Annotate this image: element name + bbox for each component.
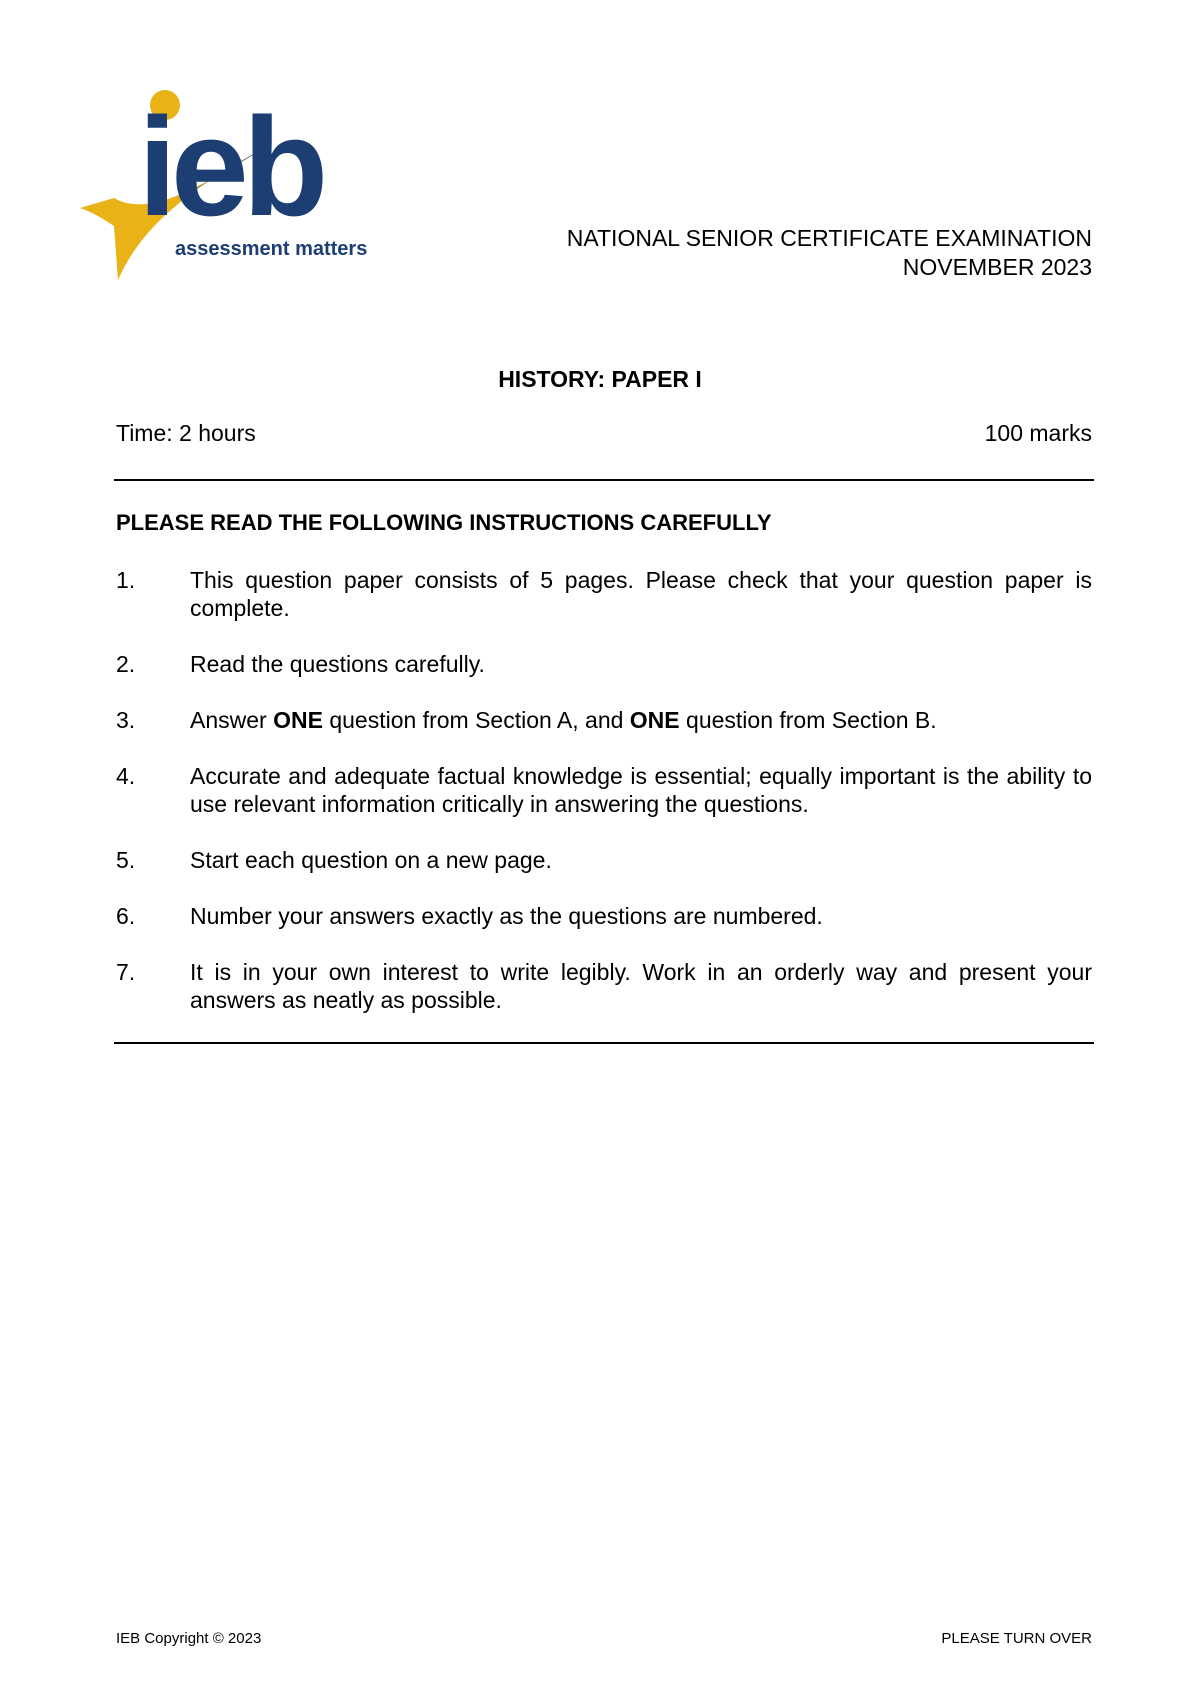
exam-header: [567, 224, 1092, 282]
instruction-number: 7.: [116, 959, 136, 985]
instruction-item: [116, 846, 1092, 874]
instruction-item: [116, 650, 1092, 678]
emphasis-one: ONE: [273, 707, 323, 733]
paper-title: HISTORY: PAPER I: [498, 366, 702, 392]
total-marks: 100 marks: [984, 420, 1092, 446]
instruction-number: 1.: [116, 567, 136, 593]
instruction-text: Start each question on a new page.: [190, 847, 552, 873]
exam-session: NOVEMBER 2023: [902, 254, 1092, 280]
instruction-number: 4.: [116, 763, 136, 789]
time-allowed: Time: 2 hours: [116, 420, 256, 446]
instruction-number: 5.: [116, 847, 136, 873]
instructions-list: [116, 566, 1092, 1042]
divider-bottom: [114, 1042, 1094, 1044]
instruction-text: Answer ONE question from Section A, and ONE question from Section B.: [190, 707, 937, 733]
ieb-logo: [80, 80, 420, 305]
instruction-text: Accurate and adequate factual knowledge is essential; equally important is the ability to use relevant information critically in answering the questions.: [190, 763, 1092, 817]
instruction-item: [116, 762, 1092, 818]
instruction-text: This question paper consists of 5 pages. Please check that your question paper is complete.: [190, 567, 1092, 621]
instruction-text: Number your answers exactly as the questions are numbered.: [190, 903, 823, 929]
logo-wordmark: ieb: [138, 88, 323, 245]
copyright-footer: IEB Copyright © 2023: [116, 1630, 262, 1647]
instruction-number: 6.: [116, 903, 136, 929]
paper-meta: [116, 420, 1092, 447]
instruction-item: [116, 958, 1092, 1014]
instruction-item: [116, 706, 1092, 734]
exam-name: NATIONAL SENIOR CERTIFICATE EXAMINATION: [566, 225, 1092, 251]
instruction-text: It is in your own interest to write legibly. Work in an orderly way and present your answers as neatly as possible.: [190, 959, 1092, 1013]
logo-tagline: assessment matters: [175, 238, 368, 260]
instruction-item: [116, 902, 1092, 930]
instruction-text: Read the questions carefully.: [190, 651, 485, 677]
divider-top: [114, 479, 1094, 481]
turn-over-footer: PLEASE TURN OVER: [941, 1630, 1092, 1647]
instructions-heading: PLEASE READ THE FOLLOWING INSTRUCTIONS CAREFULLY: [116, 510, 772, 535]
emphasis-one: ONE: [629, 707, 680, 733]
instruction-number: 2.: [116, 651, 136, 677]
instruction-item: [116, 566, 1092, 622]
instruction-number: 3.: [116, 707, 136, 733]
